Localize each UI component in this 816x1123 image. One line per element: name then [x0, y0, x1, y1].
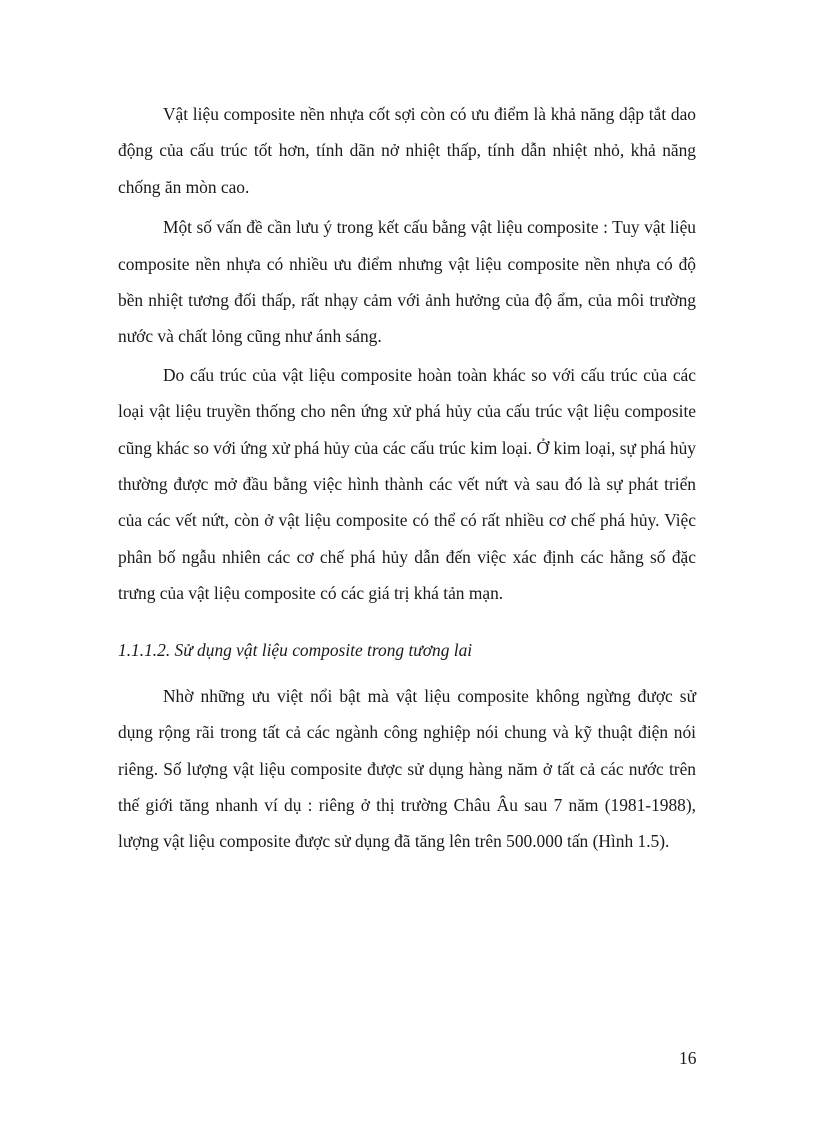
paragraph-considerations: Một số vấn đề cần lưu ý trong kết cấu bằng vật liệu composite : Tuy vật liệu composite nền nhựa có nhiều ưu điểm nhưng vật liệu composite nền nhựa có độ bền nhiệt tương đối thấp, rất nhạy cảm với ảnh hưởng của độ ẩm, của môi trường nước và chất lỏng cũng như ánh sáng. — [118, 217, 696, 347]
page-number: 16 — [679, 1048, 697, 1068]
paragraph-advantages: Vật liệu composite nền nhựa cốt sợi còn có ưu điểm là khả năng dập tắt dao động của cấu trúc tốt hơn, tính dãn nở nhiệt thấp, tính dẫn nhiệt nhỏ, khả năng chống ăn mòn cao. — [118, 104, 696, 197]
paragraph-future-use: Nhờ những ưu việt nổi bật mà vật liệu composite không ngừng được sử dụng rộng rãi trong tất cả các ngành công nghiệp nói chung và kỹ thuật điện nói riêng. Số lượng vật liệu composite được sử dụng hàng năm ở tất cả các nước trên thế giới tăng nhanh ví dụ : riêng ở thị trường Châu Âu sau 7 năm (1981-1988), lượng vật liệu composite được sử dụng đã tăng lên trên 500.000 tấn (Hình 1.5). — [118, 685, 696, 852]
paragraph-failure-behavior: Do cấu trúc của vật liệu composite hoàn toàn khác so với cấu trúc của các loại vật liệu truyền thống cho nên ứng xử phá hủy của cấu trúc vật liệu composite cũng khác so với ứng xử phá hủy của các cấu trúc kim loại. Ở kim loại, sự phá hủy thường được mở đầu bằng việc hình thành các vết nứt và sau đó là sự phát triển của các vết nứt, còn ở vật liệu composite có thể có rất nhiều cơ chế phá hủy. Việc phân bố ngẫu nhiên các cơ chế phá hủy dẫn đến việc xác định các hằng số đặc trưng của vật liệu composite có các giá trị khá tản mạn. — [118, 364, 696, 604]
page-content — [118, 96, 696, 860]
section-heading: 1.1.1.2. Sử dụng vật liệu composite trong tương lai — [118, 639, 473, 660]
